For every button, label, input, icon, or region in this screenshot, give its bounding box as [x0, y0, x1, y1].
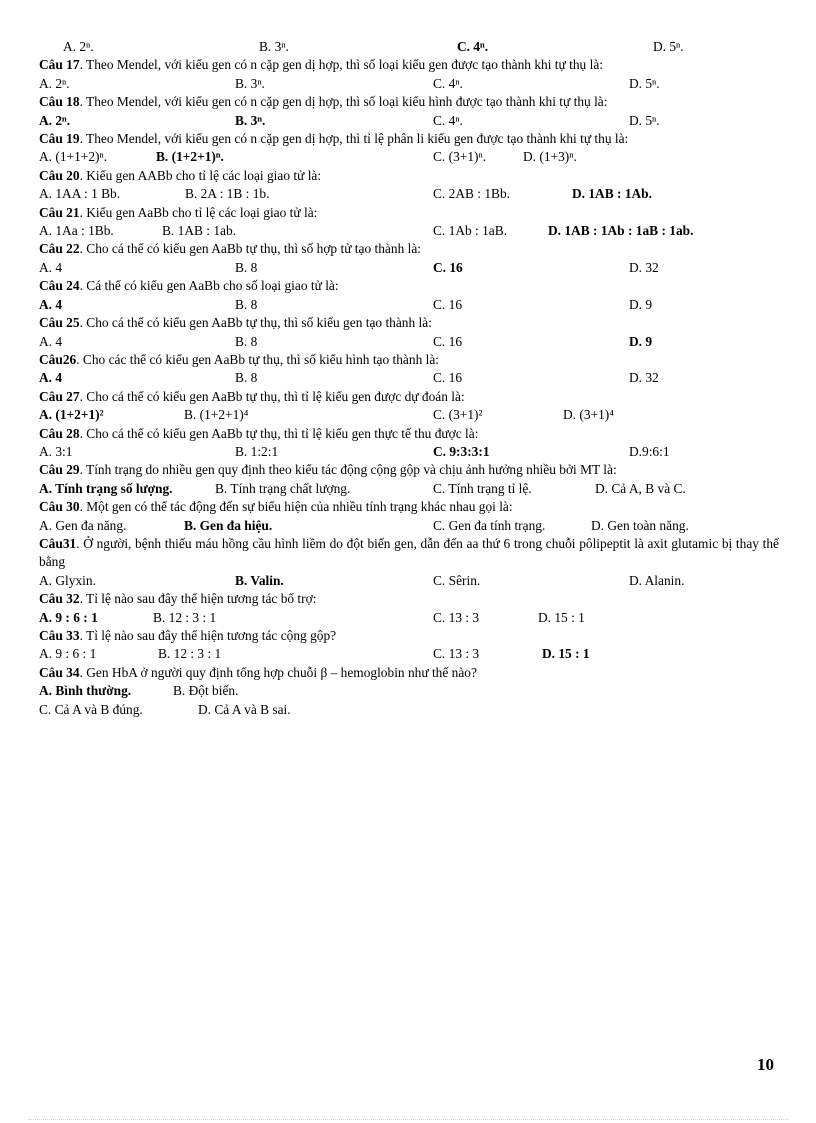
question-30: Câu 30. Một gen có thể tác động đến sự biểu hiện của nhiều tính trạng khác nhau gọi là:	[39, 499, 513, 515]
question-20: Câu 20. Kiểu gen AABb cho tỉ lệ các loại giao tử là:	[39, 167, 322, 183]
answer-row: A. Gen đa năng. B. Gen đa hiệu. C. Gen đa tính trạng. D. Gen toàn năng.	[39, 517, 689, 533]
question-34: Câu 34. Gen HbA ở người quy định tổng hợp chuỗi β – hemoglobin như thế nào?	[39, 664, 477, 680]
question-29: Câu 29. Tính trạng do nhiều gen quy định theo kiểu tác động cộng gộp và chịu ảnh hưởng nhiều bởi MT là:	[39, 462, 617, 478]
question-32: Câu 32. Tỉ lệ nào sau đây thể hiện tương tác bổ trợ:	[39, 591, 317, 607]
question-25: Câu 25. Cho cá thể có kiểu gen AaBb tự thụ, thì số kiểu gen tạo thành là:	[39, 315, 432, 331]
question-28: Câu 28. Cho cá thể có kiểu gen AaBb tự thụ, thì tỉ lệ kiểu gen thực tế thu được là:	[39, 425, 479, 441]
answer-row: A. 2ⁿ. B. 3ⁿ. C. 4ⁿ. D. 5ⁿ.	[39, 75, 660, 91]
answer-row: A. 1AA : 1 Bb. B. 2A : 1B : 1b. C. 2AB : 1Bb. D. 1AB : 1Ab.	[39, 186, 652, 202]
question-21: Câu 21. Kiểu gen AaBb cho tỉ lệ các loại giao tử là:	[39, 204, 318, 220]
answer-row: C. Cả A và B đúng. D. Cả A và B sai.	[39, 701, 291, 717]
answer-row: A. 4 B. 8 C. 16 D. 9	[39, 296, 653, 312]
answer-row: A. (1+1+2)ⁿ. B. (1+2+1)ⁿ. C. (3+1)ⁿ. D. (1+3)ⁿ.	[39, 149, 577, 165]
answer-row: A. (1+2+1)² B. (1+2+1)⁴ C. (3+1)² D. (3+1)⁴	[39, 407, 614, 423]
answer-row: A. Bình thường. B. Đột biến.	[39, 683, 239, 699]
answer-row: A. 9 : 6 : 1 B. 12 : 3 : 1 C. 13 : 3 D. 15 : 1	[39, 646, 590, 662]
answer-row: A. 4 B. 8 C. 16 D. 9	[39, 333, 653, 349]
document-page	[39, 38, 779, 719]
option-a: A. 2ⁿ.	[63, 39, 94, 54]
question-24: Câu 24. Cá thể có kiểu gen AaBb cho số loại giao tử là:	[39, 278, 339, 294]
question-19: Câu 19. Theo Mendel, với kiểu gen có n cặp gen dị hợp, thì tỉ lệ phân li kiểu gen được tạo thành khi tự thụ là:	[39, 131, 629, 147]
footer-divider	[28, 1119, 788, 1120]
option-d: D. 5ⁿ.	[653, 39, 684, 54]
question-17: Câu 17. Theo Mendel, với kiểu gen có n cặp gen dị hợp, thì số loại kiểu gen được tạo thành khi tự thụ là:	[39, 57, 603, 73]
answer-row: A. Glyxin. B. Valin. C. Sêrin. D. Alanin.	[39, 572, 685, 588]
answer-row: A. 2ⁿ. B. 3ⁿ. C. 4ⁿ. D. 5ⁿ.	[39, 112, 660, 128]
answer-row: A. 1Aa : 1Bb. B. 1AB : 1ab. C. 1Ab : 1aB. D. 1AB : 1Ab : 1aB : 1ab.	[39, 223, 694, 239]
answer-row: A. Tính trạng số lượng. B. Tính trạng chất lượng. C. Tính trạng tỉ lệ. D. Cả A, B và C.	[39, 480, 686, 496]
question-18: Câu 18. Theo Mendel, với kiểu gen có n cặp gen dị hợp, thì số loại kiểu hình được tạo thành khi tự thụ là:	[39, 94, 608, 110]
question-27: Câu 27. Cho cá thể có kiểu gen AaBb tự thụ, thì tỉ lệ kiểu gen được dự đoán là:	[39, 388, 465, 404]
answer-row: A. 4 B. 8 C. 16 D. 32	[39, 370, 659, 386]
question-26: Câu26. Cho các thể có kiểu gen AaBb tự thụ, thì số kiểu hình tạo thành là:	[39, 351, 440, 367]
question-22: Câu 22. Cho cá thể có kiểu gen AaBb tự thụ, thì số hợp tử tạo thành là:	[39, 241, 421, 257]
answer-row	[39, 38, 779, 56]
question-33: Câu 33. Tỉ lệ nào sau đây thể hiện tương tác cộng gộp?	[39, 628, 337, 643]
answer-row: A. 3:1 B. 1:2:1 C. 9:3:3:1 D.9:6:1	[39, 443, 670, 459]
option-c: C. 4ⁿ.	[457, 39, 489, 54]
answer-row: A. 9 : 6 : 1 B. 12 : 3 : 1 C. 13 : 3 D. 15 : 1	[39, 609, 585, 625]
answer-row: A. 4 B. 8 C. 16 D. 32	[39, 259, 659, 275]
page-number: 10	[757, 1055, 774, 1074]
option-b: B. 3ⁿ.	[259, 39, 289, 54]
question-31: Câu31. Ở người, bệnh thiếu máu hồng cầu hình liềm do đột biến gen, dẫn đến aa thứ 6 trong chuỗi pôlipeptit là axit glutamic bị thay thế bằng	[39, 535, 779, 570]
